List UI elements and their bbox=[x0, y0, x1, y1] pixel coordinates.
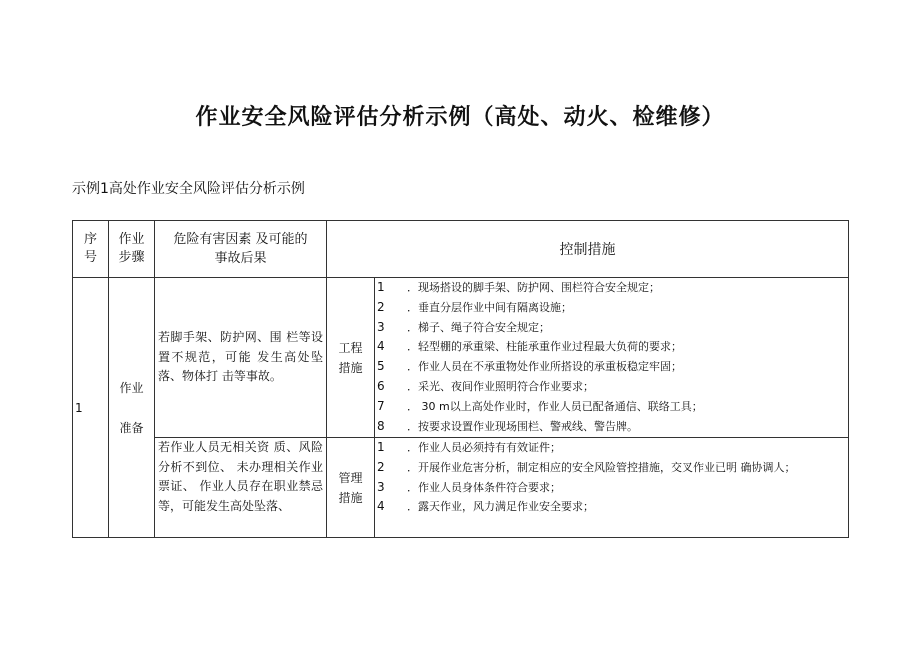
header-risk-line2: 事故后果 bbox=[214, 251, 267, 266]
document-title: 作业安全风险评估分析示例（高处、动火、检维修） bbox=[195, 105, 725, 130]
list-item bbox=[375, 337, 848, 357]
measure-num: 4 bbox=[377, 339, 385, 354]
measure-num: 5 bbox=[377, 359, 385, 374]
measure-text: ．作业人员在不承重物处作业所搭设的承重板稳定牢固； bbox=[407, 360, 682, 374]
measure-num: 6 bbox=[377, 378, 385, 393]
example-subtitle: 示例1高处作业安全风险评估分析示例 bbox=[72, 181, 305, 197]
row-number: 1 bbox=[73, 278, 109, 538]
measure-text: ．梯子、绳子符合安全规定； bbox=[407, 320, 550, 334]
category-engineering bbox=[327, 278, 375, 438]
measures-management bbox=[375, 438, 849, 538]
measure-num: 4 bbox=[377, 499, 385, 514]
list-item bbox=[375, 298, 848, 318]
step-line1: 作业 bbox=[119, 380, 144, 395]
measure-text: ．轻型棚的承重梁、柱能承重作业过程最大负荷的要求； bbox=[407, 340, 682, 354]
list-item bbox=[375, 478, 848, 498]
header-risk bbox=[155, 221, 327, 278]
measure-num: 8 bbox=[377, 418, 385, 433]
category-line2: 措施 bbox=[338, 490, 363, 505]
category-line1: 工程 bbox=[338, 340, 363, 355]
table-row bbox=[73, 278, 849, 438]
header-no bbox=[73, 221, 109, 278]
measure-num: 3 bbox=[377, 479, 385, 494]
measure-text: ．垂直分层作业中间有隔离设施； bbox=[407, 300, 572, 314]
list-item bbox=[375, 377, 848, 397]
header-step-line1: 作业 bbox=[118, 232, 145, 247]
measures-engineering bbox=[375, 278, 849, 438]
header-risk-line1: 危险有害因素 及可能的 bbox=[173, 232, 308, 247]
measure-text: ． 30 m以上高处作业时，作业人员已配备通信、联络工具； bbox=[407, 399, 703, 413]
measure-num: 1 bbox=[377, 440, 385, 454]
list-item bbox=[375, 458, 848, 478]
category-management bbox=[327, 438, 375, 538]
table-header-row bbox=[73, 221, 849, 278]
measure-text: ．采光、夜间作业照明符合作业要求； bbox=[407, 379, 594, 393]
measure-num: 2 bbox=[377, 299, 385, 314]
measure-num: 2 bbox=[377, 459, 385, 474]
table-row bbox=[73, 438, 849, 538]
measure-num: 7 bbox=[377, 398, 385, 413]
measure-text: ．开展作业危害分析，制定相应的安全风险管控措施，交叉作业已明 确协调人； bbox=[407, 460, 796, 474]
header-no-line2: 号 bbox=[83, 250, 97, 265]
header-step bbox=[109, 221, 155, 278]
list-item bbox=[375, 397, 848, 417]
measure-num: 3 bbox=[377, 319, 385, 334]
measure-num: 1 bbox=[377, 280, 385, 294]
list-item bbox=[375, 357, 848, 377]
list-item bbox=[375, 497, 848, 517]
list-item bbox=[375, 417, 848, 437]
list-item bbox=[375, 318, 848, 338]
step-line2: 准备 bbox=[119, 420, 144, 435]
risk-assessment-table bbox=[72, 220, 849, 538]
header-control: 控制措施 bbox=[327, 221, 849, 278]
measure-text: ．按要求设置作业现场围栏、警戒线、警告牌。 bbox=[407, 419, 638, 433]
header-step-line2: 步骤 bbox=[118, 250, 145, 265]
measure-text: ．现场搭设的脚手架、防护网、围栏符合安全规定； bbox=[407, 281, 660, 294]
category-line1: 管理 bbox=[338, 470, 363, 485]
risk-cell-engineering: 若脚手架、防护网、围 栏等设置不规范，可能 发生高处坠落、物体打 击等事故。 bbox=[155, 278, 327, 438]
list-item bbox=[375, 278, 848, 298]
measure-text: ．露天作业，风力满足作业安全要求； bbox=[407, 500, 594, 514]
step-cell bbox=[109, 278, 155, 538]
header-no-line1: 序 bbox=[83, 232, 97, 247]
list-item bbox=[375, 438, 848, 458]
measure-text: ．作业人员必须持有有效证件； bbox=[407, 441, 561, 454]
risk-cell-management: 若作业人员无相关资 质、风险分析不到位、 未办理相关作业票证、 作业人员存在职业禁忌 等，可能发生高处坠落、 bbox=[155, 438, 327, 538]
category-line2: 措施 bbox=[338, 360, 363, 375]
measure-text: ．作业人员身体条件符合要求； bbox=[407, 480, 561, 494]
